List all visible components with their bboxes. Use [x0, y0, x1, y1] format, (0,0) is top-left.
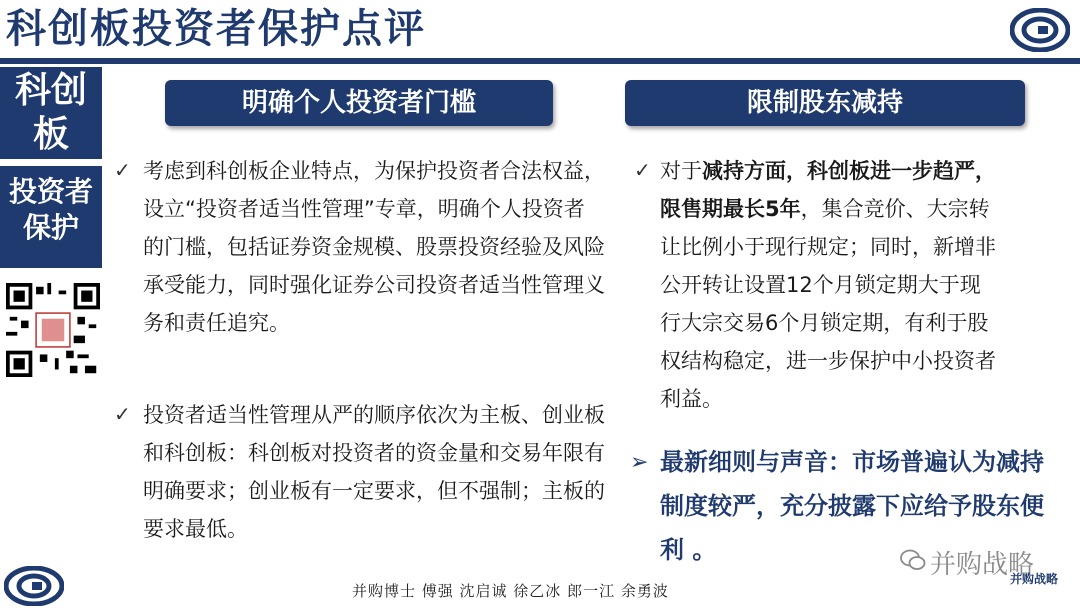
checkmark-icon: ✓	[634, 158, 651, 182]
checkmark-icon: ✓	[114, 402, 131, 426]
logo-icon	[4, 566, 64, 606]
qr-code-icon	[6, 283, 100, 377]
right-bullet-1: 对于减持方面，科创板进一步趋严，限售期最长5年，集合竞价、大宗转让比例小于现行规定；同时，新增非公开转让设置12个月锁定期大于现行大宗交易6个月锁定期，有利于股权结构稳定，进一步保护中小投资者利益。	[660, 159, 996, 411]
watermark-logo: 并购战略	[1010, 572, 1059, 586]
right-highlight: 最新细则与声音：市场普遍认为减持制度较严，充分披露下应给予股东便利 。	[660, 448, 1044, 564]
footer-authors: 并购博士 傅强 沈启诚 徐乙冰 郎一江 余勇波	[352, 582, 669, 600]
sidebar-box-investor-protection: 投资者保护	[0, 166, 102, 268]
header-restrict-shareholder-reduction: 限制股东减持	[625, 80, 1025, 126]
arrow-bullet-icon: ➢	[630, 450, 649, 475]
left-bullet-1: 考虑到科创板企业特点，为保护投资者合法权益，设立“投资者适当性管理”专章，明确个人投资者的门槛，包括证券资金规模、股票投资经验及风险承受能力，同时强化证券公司投资者适当性管理义务和责任追究。	[143, 159, 605, 335]
checkmark-icon: ✓	[114, 158, 131, 182]
header-investor-threshold: 明确个人投资者门槛	[165, 80, 553, 126]
title-divider	[0, 58, 1080, 64]
page-title: 科创板投资者保护点评	[6, 6, 426, 52]
wechat-icon	[900, 548, 926, 572]
sidebar-box-kechuangban: 科创板	[0, 67, 102, 159]
watermark-text: 并购战略	[930, 550, 1035, 580]
left-bullet-2: 投资者适当性管理从严的顺序依次为主板、创业板和科创板：科创板对投资者的资金量和交易年限有明确要求；创业板有一定要求，但不强制；主板的要求最低。	[143, 403, 605, 541]
logo-icon	[1010, 8, 1070, 52]
